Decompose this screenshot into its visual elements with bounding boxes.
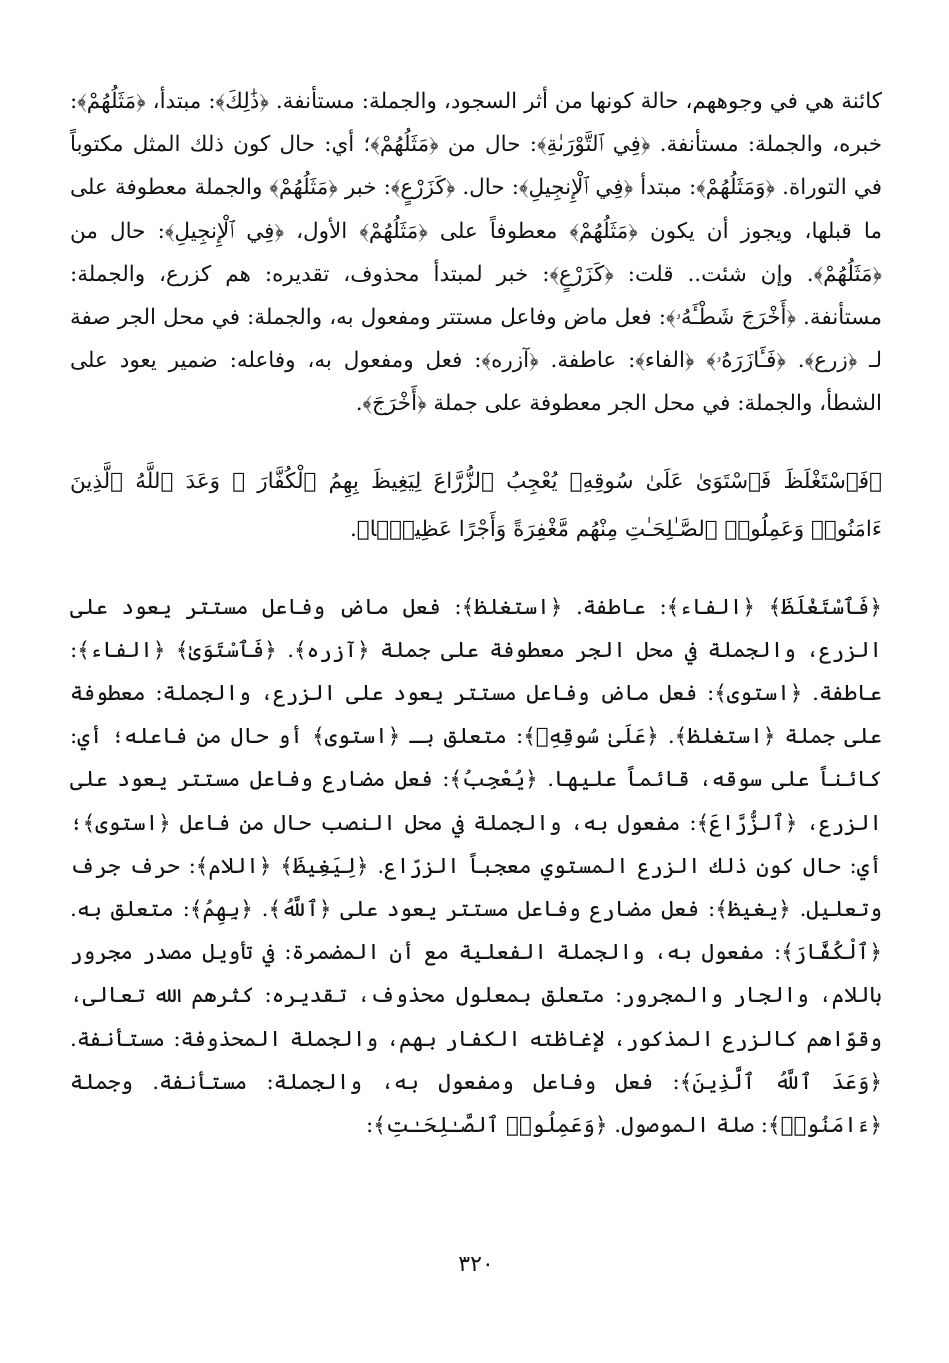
- quran-verse: ﴿فَٱسْتَغْلَظَ فَٱسْتَوَىٰ عَلَىٰ سُوقِهِۦ يُعْجِبُ ٱلزُّرَّاعَ لِيَغِيظَ بِهِمُ ٱلْكُفَّارَ ۗ وَعَدَ ٱللَّهُ ٱلَّذِينَ ءَامَنُوا۟ وَعَمِلُوا۟ ٱلصَّـٰلِحَـٰتِ مِنْهُم مَّغْفِرَةً وَأَجْرًا عَظِيمًۢا﴾.: [70, 468, 882, 542]
- book-page: [70, 80, 882, 1330]
- commentary-paragraph-bottom: ﴿فَٱسْتَغْلَظَ﴾ ﴿الفاء﴾: عاطفة. ﴿استغلظ﴾: فعل ماض وفاعل مستتر يعود على الزرع، والجملة في محل الجر معطوفة على جملة ﴿آزره﴾. ﴿فَٱسْتَوَىٰ﴾ ﴿الفاء﴾: عاطفة. ﴿استوى﴾: فعل ماض وفاعل مستتر يعود على الزرع، والجملة: معطوفة على جملة ﴿استغلظ﴾. ﴿عَلَىٰ سُوقِهِۦ﴾: متعلق بـ ﴿استوى﴾ أو حال من فاعله؛ أي: كائناً على سوقه، قائماً عليها. ﴿يُعْجِبُ﴾: فعل مضارع وفاعل مستتر يعود على الزرع، ﴿ٱلزُّرَّاعَ﴾: مفعول به، والجملة في محل النصب حال من فاعل ﴿استوى﴾؛ أي: حال كون ذلك الزرع المستوي معجباً الزرّاع. ﴿لِيَغِيظَ﴾ ﴿اللام﴾: حرف جرف وتعليل. ﴿يغيظ﴾: فعل مضارع وفاعل مستتر يعود على ﴿ٱللَّهُ﴾. ﴿بِهِمُ﴾: متعلق به. ﴿ٱلْكُفَّارَ﴾: مفعول به، والجملة الفعلية مع أن المضمرة: في تأويل مصدر مجرور باللام، والجار والمجرور: متعلق بمعلول محذوف، تقديره: كثرهم الله تعالى، وقوّاهم كالزرع المذكور، لإغاظته الكفار بهم، والجملة المحذوفة: مستأنفة. ﴿وَعَدَ ٱللَّهُ ٱلَّذِينَ﴾: فعل وفاعل ومفعول به، والجملة: مستأنفة. وجملة ﴿ءَامَنُوا۟﴾: صلة الموصول. ﴿وَعَمِلُوا۟ ٱلصَّـٰلِحَـٰتِ﴾:: [70, 594, 882, 1139]
- commentary-paragraph-top: كائنة هي في وجوههم، حالة كونها من أثر السجود، والجملة: مستأنفة. ﴿ذَٰلِكَ﴾: مبتدأ، ﴿مَثَلُهُمْ﴾: خبره، والجملة: مستأنفة. ﴿فِي ٱلتَّوْرَىٰةِ﴾: حال من ﴿مَثَلُهُمْ﴾؛ أي: حال كون ذلك المثل مكتوباً في التوراة. ﴿وَمَثَلُهُمْ﴾: مبتدأ ﴿فِي ٱلْإِنجِيلِ﴾: حال. ﴿كَزَرْعٍ﴾: خبر ﴿مَثَلُهُمْ﴾ والجملة معطوفة على ما قبلها، ويجوز أن يكون ﴿مَثَلُهُمْ﴾ معطوفاً على ﴿مَثَلُهُمْ﴾ الأول، ﴿فِي ٱلْإِنجِيلِ﴾: حال من ﴿مَثَلُهُمْ﴾. وإن شئت.. قلت: ﴿كَزَرْعٍ﴾: خبر لمبتدأ محذوف، تقديره: هم كزرع، والجملة: مستأنفة. ﴿أَخْرَجَ شَطْـَٔهُۥ﴾: فعل ماض وفاعل مستتر ومفعول به، والجملة: في محل الجر صفة لـ ﴿زرع﴾. ﴿فَـَٔازَرَهُۥ﴾ ﴿الفاء﴾: عاطفة. ﴿آزره﴾: فعل ومفعول به، وفاعله: ضمير يعود على الشطأ، والجملة: في محل الجر معطوفة على جملة ﴿أَخْرَجَ﴾.: [70, 89, 882, 417]
- page-number: ٣٢٠: [458, 1252, 494, 1277]
